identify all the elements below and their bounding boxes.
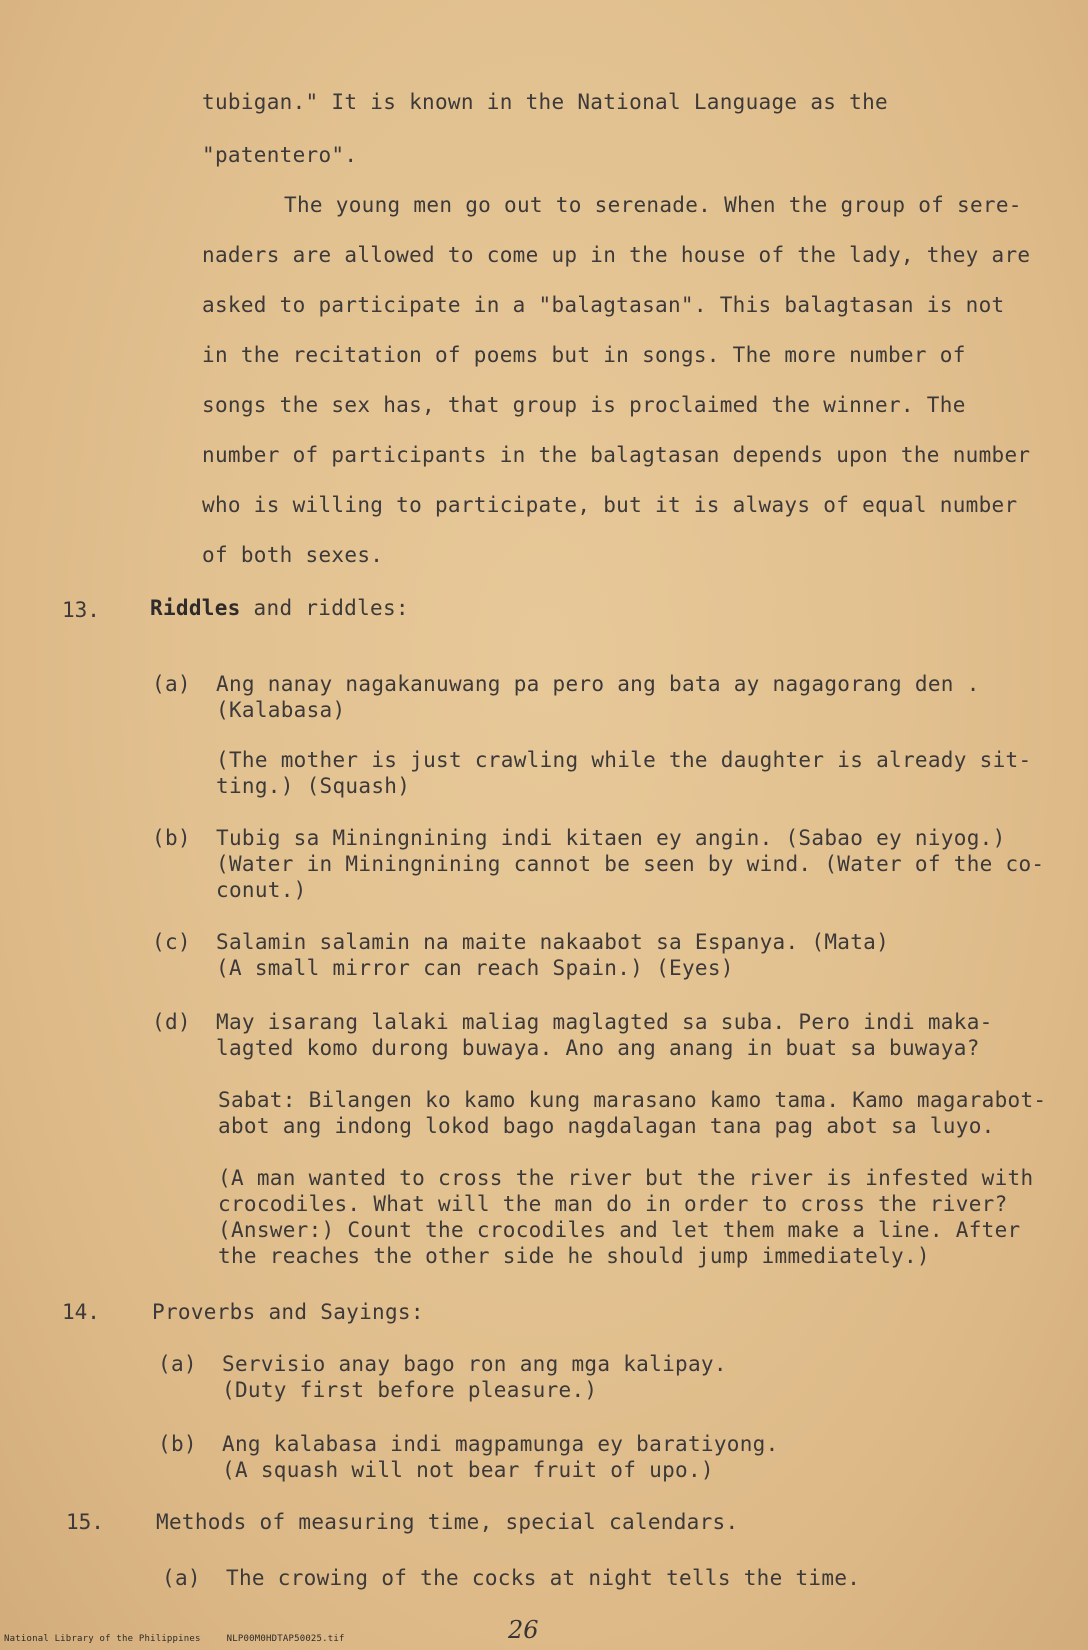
section-heading-rest: and riddles: bbox=[240, 596, 409, 620]
body-line: naders are allowed to come up in the house of the lady, they are bbox=[202, 243, 1031, 267]
section-heading: Proverbs and Sayings: bbox=[152, 1300, 424, 1324]
proverb-line: (A squash will not bear fruit of upo.) bbox=[222, 1458, 714, 1482]
riddle-line: Salamin salamin na maite nakaabot sa Espanya. (Mata) bbox=[216, 930, 890, 954]
method-line: The crowing of the cocks at night tells the time. bbox=[226, 1566, 861, 1590]
riddle-translation-line: the reaches the other side he should jump immediately.) bbox=[218, 1244, 930, 1268]
riddle-line: conut.) bbox=[216, 878, 307, 902]
riddle-line: Ang nanay nagakanuwang pa pero ang bata ay nagagorang den . bbox=[216, 672, 980, 696]
riddle-translation-line: ting.) (Squash) bbox=[216, 774, 411, 798]
item-label: (a) bbox=[162, 1566, 201, 1590]
item-label: (d) bbox=[152, 1010, 191, 1034]
riddle-translation-line: crocodiles. What will the man do in order to cross the river? bbox=[218, 1192, 1008, 1216]
body-line: who is willing to participate, but it is always of equal number bbox=[202, 493, 1018, 517]
riddle-line: lagted komo durong buwaya. Ano ang anang in buat sa buwaya? bbox=[216, 1036, 980, 1060]
body-line: of both sexes. bbox=[202, 543, 384, 567]
item-label: (b) bbox=[158, 1432, 197, 1456]
body-line: in the recitation of poems but in songs. The more number of bbox=[202, 343, 966, 367]
body-line: The young men go out to serenade. When the group of sere- bbox=[284, 193, 1022, 217]
proverb-line: (Duty first before pleasure.) bbox=[222, 1378, 598, 1402]
riddle-translation-line: (A man wanted to cross the river but the river is infested with bbox=[218, 1166, 1034, 1190]
body-line: songs the sex has, that group is proclaimed the winner. The bbox=[202, 393, 966, 417]
riddle-line: (Water in Miningnining cannot be seen by wind. (Water of the co- bbox=[216, 852, 1045, 876]
item-label: (a) bbox=[152, 672, 191, 696]
riddle-line: Tubig sa Miningnining indi kitaen ey angin. (Sabao ey niyog.) bbox=[216, 826, 1006, 850]
proverb-line: Servisio anay bago ron ang mga kalipay. bbox=[222, 1352, 727, 1376]
section-heading bbox=[150, 596, 409, 620]
riddle-translation-line: (Answer:) Count the crocodiles and let them make a line. After bbox=[218, 1218, 1021, 1242]
page-number: 26 bbox=[508, 1616, 539, 1644]
footer-library: National Library of the Philippines bbox=[4, 1634, 201, 1644]
riddle-answer-line: abot ang indong lokod bago nagdalagan tana pag abot sa luyo. bbox=[218, 1114, 995, 1138]
section-number: 15. bbox=[66, 1510, 104, 1534]
scan-footer bbox=[4, 1634, 371, 1644]
riddle-line: (Kalabasa) bbox=[216, 698, 346, 722]
riddle-line: (A small mirror can reach Spain.) (Eyes) bbox=[216, 956, 734, 980]
section-heading-bold: Riddles bbox=[150, 596, 241, 620]
section-number: 14. bbox=[62, 1300, 100, 1324]
riddle-answer-line: Sabat: Bilangen ko kamo kung marasano kamo tama. Kamo magarabot- bbox=[218, 1088, 1047, 1112]
item-label: (a) bbox=[158, 1352, 197, 1376]
section-number: 13. bbox=[62, 598, 100, 622]
body-line: asked to participate in a "balagtasan". This balagtasan is not bbox=[202, 293, 1005, 317]
section-heading: Methods of measuring time, special calendars. bbox=[156, 1510, 739, 1534]
riddle-line: May isarang lalaki maliag maglagted sa suba. Pero indi maka- bbox=[216, 1010, 993, 1034]
riddle-translation-line: (The mother is just crawling while the daughter is already sit- bbox=[216, 748, 1032, 772]
item-label: (c) bbox=[152, 930, 191, 954]
body-line: number of participants in the balagtasan depends upon the number bbox=[202, 443, 1031, 467]
body-line: "patentero". bbox=[202, 143, 358, 167]
body-line: tubigan." It is known in the National Language as the bbox=[202, 90, 888, 114]
item-label: (b) bbox=[152, 826, 191, 850]
proverb-line: Ang kalabasa indi magpamunga ey baratiyong. bbox=[222, 1432, 779, 1456]
footer-file: NLP00M0HDTAP50025.tif bbox=[226, 1634, 345, 1644]
